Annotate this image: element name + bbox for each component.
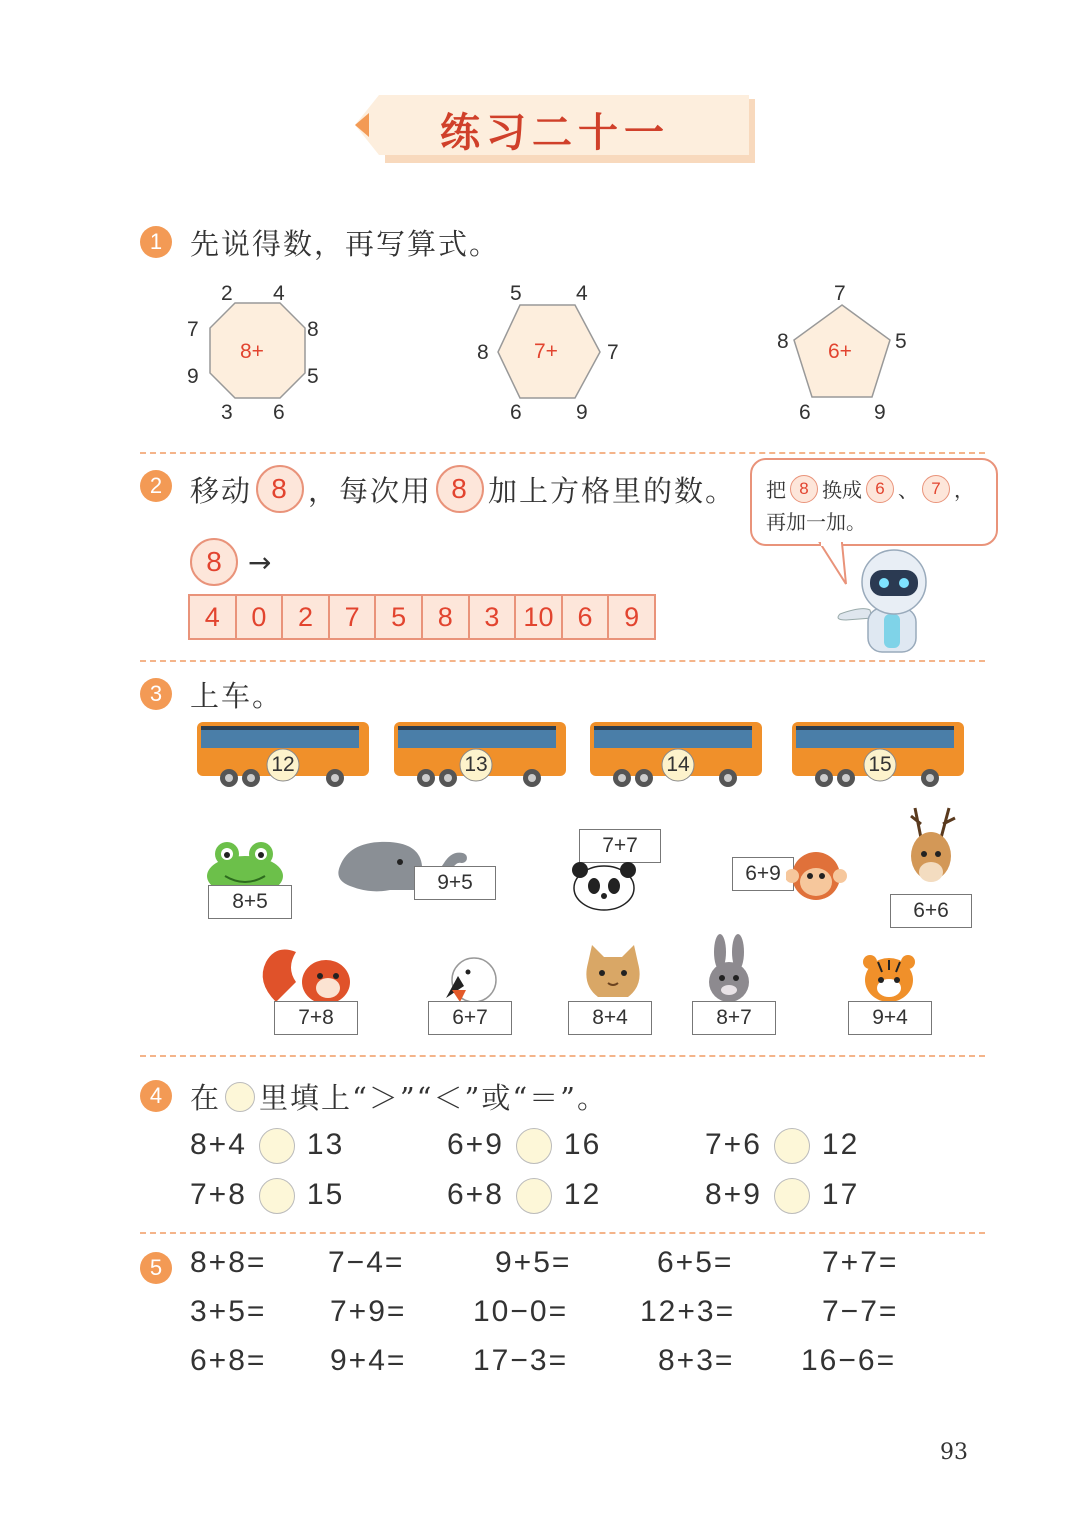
octagon-num: 5 bbox=[307, 365, 319, 388]
hexagon-num: 4 bbox=[576, 282, 588, 305]
tiger-icon bbox=[860, 952, 918, 1004]
strip-cell: 6 bbox=[563, 596, 610, 638]
q2-text-a: 移动 bbox=[190, 473, 253, 508]
expression: 8+8= bbox=[190, 1246, 267, 1279]
compare-right: 17 bbox=[821, 1178, 860, 1211]
compare-right: 16 bbox=[563, 1128, 602, 1161]
compare-item bbox=[705, 1178, 859, 1214]
bus-number: 12 bbox=[271, 753, 295, 776]
compare-left: 8+9 bbox=[705, 1178, 762, 1211]
compare-left: 6+8 bbox=[447, 1178, 504, 1211]
question-number-1: 1 bbox=[140, 226, 172, 258]
section-divider bbox=[140, 1232, 985, 1234]
squirrel-icon bbox=[256, 942, 360, 1006]
octagon-num: 8 bbox=[307, 318, 319, 341]
question-2-text bbox=[190, 465, 736, 513]
q2-text-b: ，每次用 bbox=[308, 473, 433, 508]
strip-cell: 2 bbox=[283, 596, 330, 638]
question-1-text: 先说得数，再写算式。 bbox=[190, 227, 501, 261]
expression: 7+9= bbox=[330, 1295, 407, 1328]
strip-cell: 9 bbox=[624, 601, 640, 632]
octagon-center: 8+ bbox=[240, 340, 264, 363]
monkey-icon bbox=[786, 848, 848, 904]
robot-icon bbox=[832, 548, 932, 653]
rabbit-icon bbox=[702, 934, 758, 1004]
bus-number: 14 bbox=[666, 753, 690, 776]
swan-icon bbox=[440, 950, 500, 1004]
pentagon-num: 5 bbox=[895, 330, 907, 353]
animal-label: 6+6 bbox=[890, 894, 972, 928]
strip-cell: 8 bbox=[423, 596, 470, 638]
circle-8: 8 bbox=[256, 465, 304, 513]
question-number-4: 4 bbox=[140, 1080, 172, 1112]
compare-right: 15 bbox=[306, 1178, 345, 1211]
expression: 16−6= bbox=[801, 1344, 897, 1377]
pentagon-center: 6+ bbox=[828, 340, 852, 363]
compare-right: 13 bbox=[306, 1128, 345, 1161]
expression: 17−3= bbox=[473, 1344, 569, 1377]
number-strip bbox=[188, 594, 656, 640]
bubble-text: 换成 bbox=[822, 478, 862, 502]
expression: 6+5= bbox=[657, 1246, 734, 1279]
question-number-3: 3 bbox=[140, 678, 172, 710]
cat-icon bbox=[578, 945, 648, 1003]
octagon-num: 6 bbox=[273, 401, 285, 424]
compare-blank[interactable] bbox=[516, 1128, 552, 1164]
compare-left: 7+8 bbox=[190, 1178, 247, 1211]
compare-left: 6+9 bbox=[447, 1128, 504, 1161]
compare-left: 8+4 bbox=[190, 1128, 247, 1161]
bus-number: 15 bbox=[868, 753, 892, 776]
compare-blank[interactable] bbox=[259, 1128, 295, 1164]
octagon-num: 9 bbox=[187, 365, 199, 388]
expression: 7+7= bbox=[822, 1246, 899, 1279]
octagon-num: 2 bbox=[221, 282, 233, 305]
blank-circle-icon bbox=[225, 1082, 255, 1112]
moving-start bbox=[190, 538, 271, 586]
pentagon-num: 9 bbox=[874, 401, 886, 424]
expression: 10−0= bbox=[473, 1295, 569, 1328]
compare-left: 7+6 bbox=[705, 1128, 762, 1161]
question-3-text: 上车。 bbox=[190, 679, 284, 713]
bubble-circle-6: 6 bbox=[866, 475, 894, 503]
octagon-num: 4 bbox=[273, 282, 285, 305]
compare-blank[interactable] bbox=[259, 1178, 295, 1214]
compare-right: 12 bbox=[821, 1128, 860, 1161]
deer-icon bbox=[897, 806, 969, 898]
animal-label: 7+8 bbox=[274, 1001, 358, 1035]
animal-label: 7+7 bbox=[579, 829, 661, 863]
section-divider bbox=[140, 1055, 985, 1057]
expression: 9+4= bbox=[330, 1344, 407, 1377]
animal-label: 6+7 bbox=[428, 1001, 512, 1035]
pentagon-num: 8 bbox=[777, 330, 789, 353]
compare-item bbox=[705, 1128, 859, 1164]
compare-blank[interactable] bbox=[516, 1178, 552, 1214]
animal-label: 8+5 bbox=[208, 885, 292, 919]
q2-text-c: 加上方格里的数。 bbox=[488, 473, 737, 508]
strip-cell: 10 bbox=[516, 596, 563, 638]
expression: 6+8= bbox=[190, 1344, 267, 1377]
strip-cell: 4 bbox=[190, 596, 237, 638]
page-number: 93 bbox=[940, 1440, 968, 1465]
expression: 7−4= bbox=[328, 1246, 405, 1279]
compare-item bbox=[190, 1128, 344, 1164]
compare-blank[interactable] bbox=[774, 1128, 810, 1164]
hexagon-center: 7+ bbox=[534, 340, 558, 363]
animal-label: 6+9 bbox=[732, 857, 794, 891]
pentagon-num: 6 bbox=[799, 401, 811, 424]
compare-item bbox=[447, 1128, 601, 1164]
bus-number: 13 bbox=[464, 753, 488, 776]
compare-right: 12 bbox=[563, 1178, 602, 1211]
animal-label: 9+5 bbox=[414, 866, 496, 900]
bubble-text: 、 bbox=[898, 478, 918, 502]
question-number-2: 2 bbox=[140, 470, 172, 502]
pentagon-num: 7 bbox=[834, 282, 846, 305]
expression: 9+5= bbox=[495, 1246, 572, 1279]
animal-label: 8+4 bbox=[568, 1001, 652, 1035]
strip-cell: 0 bbox=[237, 596, 284, 638]
right-arrow-icon: → bbox=[248, 545, 272, 579]
bubble-circle-8: 8 bbox=[790, 475, 818, 503]
question-number-5: 5 bbox=[140, 1252, 172, 1284]
hexagon-num: 9 bbox=[576, 401, 588, 424]
section-divider bbox=[140, 660, 985, 662]
question-4-text bbox=[190, 1076, 608, 1117]
compare-item bbox=[447, 1178, 601, 1214]
octagon-num: 7 bbox=[187, 318, 199, 341]
section-divider bbox=[140, 452, 985, 454]
q4-text-a: 在 bbox=[190, 1081, 222, 1115]
hexagon-num: 6 bbox=[510, 401, 522, 424]
circle-8: 8 bbox=[436, 465, 484, 513]
hexagon-num: 5 bbox=[510, 282, 522, 305]
bubble-line-1 bbox=[766, 474, 974, 503]
compare-blank[interactable] bbox=[774, 1178, 810, 1214]
bubble-circle-7: 7 bbox=[922, 475, 950, 503]
q4-text-b: 里填上“＞”“＜”或“＝”。 bbox=[259, 1081, 608, 1115]
movable-8-circle: 8 bbox=[190, 538, 238, 586]
animal-label: 8+7 bbox=[692, 1001, 776, 1035]
expression: 12+3= bbox=[640, 1295, 736, 1328]
expression: 8+3= bbox=[658, 1344, 735, 1377]
expression: 3+5= bbox=[190, 1295, 267, 1328]
strip-cell: 7 bbox=[330, 596, 377, 638]
page-title: 练习二十一 bbox=[440, 108, 670, 156]
octagon-num: 3 bbox=[221, 401, 233, 424]
strip-cell: 3 bbox=[470, 596, 517, 638]
hexagon-num: 7 bbox=[607, 341, 619, 364]
animal-label: 9+4 bbox=[848, 1001, 932, 1035]
expression: 7−7= bbox=[822, 1295, 899, 1328]
compare-item bbox=[190, 1178, 344, 1214]
strip-cell: 5 bbox=[376, 596, 423, 638]
bubble-text: ， bbox=[954, 478, 974, 502]
hexagon-num: 8 bbox=[477, 341, 489, 364]
bubble-line-2: 再加一加。 bbox=[766, 510, 866, 534]
bubble-text: 把 bbox=[766, 478, 786, 502]
panda-icon bbox=[570, 862, 640, 912]
